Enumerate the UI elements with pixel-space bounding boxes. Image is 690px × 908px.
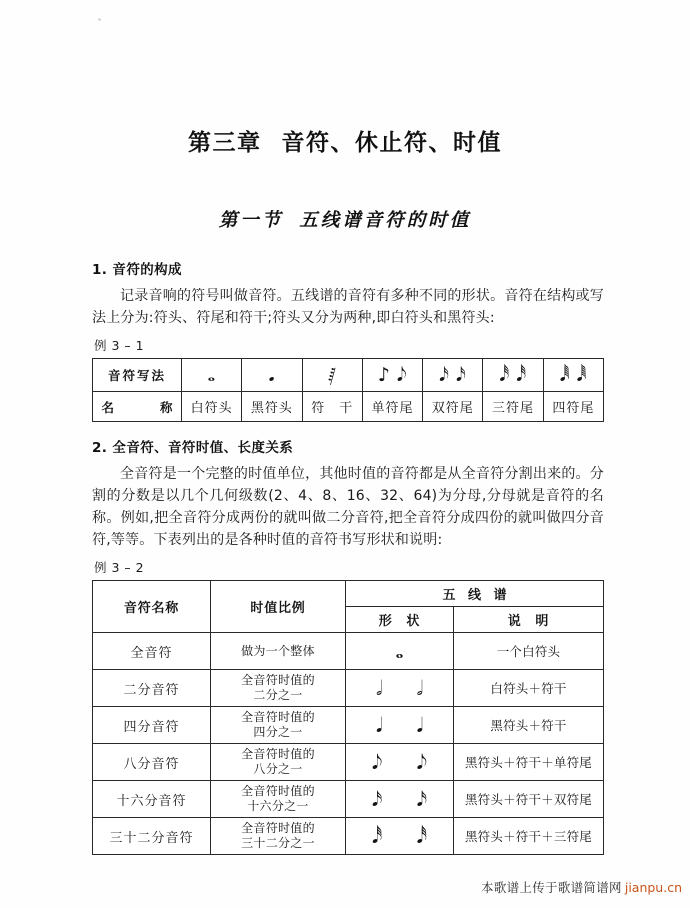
glyph-quadruple-flag: 𝅘𝅥𝅱 𝅘𝅥𝅱 bbox=[543, 359, 603, 392]
cell-value-ratio bbox=[211, 781, 346, 818]
table-row bbox=[93, 670, 604, 707]
header-description: 说 明 bbox=[454, 607, 604, 633]
name-triple-flag: 三符尾 bbox=[483, 392, 543, 422]
table-header-row-1 bbox=[93, 581, 604, 607]
page-content bbox=[92, 258, 604, 855]
glyph-triple-flag: 𝅘𝅥𝅰 𝅘𝅥𝅰 bbox=[483, 359, 543, 392]
name-stem: 符 干 bbox=[302, 392, 362, 422]
watermark-text: 本歌谱上传于歌谱简谱网 bbox=[481, 880, 622, 895]
glyph-double-flag: 𝅘𝅥𝅯 𝅘𝅥𝅯 bbox=[423, 359, 483, 392]
subsection-2-paragraph bbox=[92, 463, 604, 551]
scan-artifact bbox=[98, 18, 101, 21]
cell-value-ratio bbox=[211, 744, 346, 781]
subsection-1-paragraph-text: 记录音响的符号叫做音符。五线谱的音符有多种不同的形状。音符在结构或写法上分为:符头、符尾和符干;符头又分为两种,即白符头和黑符头: bbox=[92, 288, 604, 326]
ratio-line-2: 十六分之一 bbox=[247, 799, 309, 813]
ratio-line-1: 全音符时值的 bbox=[241, 673, 315, 687]
cell-note-name: 二分音符 bbox=[93, 670, 211, 707]
header-staff-notation: 五 线 谱 bbox=[346, 581, 604, 607]
cell-note-name: 八分音符 bbox=[93, 744, 211, 781]
cell-shape: 𝅗𝅥 𝅗𝅥 bbox=[346, 670, 454, 707]
ratio-line-1: 全音符时值的 bbox=[241, 784, 315, 798]
glyph-stem: 𝅁 bbox=[302, 359, 362, 392]
ratio-line-1: 全音符时值的 bbox=[241, 747, 315, 761]
cell-description: 白符头＋符干 bbox=[454, 670, 604, 707]
cell-shape: 𝅘𝅥𝅯 𝅘𝅥𝅯 bbox=[346, 781, 454, 818]
cell-note-name: 十六分音符 bbox=[93, 781, 211, 818]
example-3-2-label: 例 3 – 2 bbox=[94, 560, 145, 575]
row-label-name: 名 称 bbox=[93, 392, 182, 422]
cell-value-ratio bbox=[211, 633, 346, 670]
table-row bbox=[93, 359, 604, 392]
cell-description: 一个白符头 bbox=[454, 633, 604, 670]
name-single-flag: 单符尾 bbox=[362, 392, 422, 422]
note-values-table bbox=[92, 580, 604, 855]
ratio-line-2: 三十二分之一 bbox=[241, 836, 315, 850]
glyph-white-notehead: 𝅝 bbox=[182, 359, 242, 392]
ratio-line-2: 四分之一 bbox=[253, 725, 303, 739]
table-row bbox=[93, 633, 604, 670]
header-note-name: 音符名称 bbox=[93, 581, 211, 633]
glyph-single-flag: ♪ 𝅘𝅥𝅮 bbox=[362, 359, 422, 392]
note-writing-table bbox=[92, 358, 604, 422]
example-3-1-label: 例 3 – 1 bbox=[94, 338, 145, 353]
glyph-black-notehead: 𝅘 bbox=[242, 359, 302, 392]
ratio-line-2: 八分之一 bbox=[253, 762, 303, 776]
ratio-line-1: 全音符时值的 bbox=[241, 710, 315, 724]
cell-shape: 𝅘𝅥𝅰 𝅘𝅥𝅰 bbox=[346, 818, 454, 855]
header-value-ratio: 时值比例 bbox=[211, 581, 346, 633]
cell-description: 黑符头＋符干＋双符尾 bbox=[454, 781, 604, 818]
subsection-1-paragraph bbox=[92, 285, 604, 329]
cell-value-ratio bbox=[211, 818, 346, 855]
cell-description: 黑符头＋符干＋单符尾 bbox=[454, 744, 604, 781]
cell-value-ratio bbox=[211, 707, 346, 744]
chapter-number: 第三章 bbox=[188, 130, 262, 156]
chapter-name: 音符、休止符、时值 bbox=[281, 130, 502, 156]
table-row bbox=[93, 707, 604, 744]
subsection-2-heading: 2. 全音符、音符时值、长度关系 bbox=[92, 440, 294, 456]
cell-shape: 𝅘𝅥𝅮 𝅘𝅥𝅮 bbox=[346, 744, 454, 781]
cell-shape: 𝅘𝅥 𝅘𝅥 bbox=[346, 707, 454, 744]
subsection-2-paragraph-text: 全音符是一个完整的时值单位，其他时值的音符都是从全音符分割出来的。分割的分数是以几个几何级数(2、4、8、16、32、64)为分母,分母就是音符的名称。例如,把全音符分成两份的就叫做二分音符,把全音符分成四份的就叫做四分音符,等等。下表列出的是各种时值的音符书写形状和说明: bbox=[92, 466, 604, 548]
table-row bbox=[93, 744, 604, 781]
name-black-notehead: 黑符头 bbox=[242, 392, 302, 422]
name-double-flag: 双符尾 bbox=[423, 392, 483, 422]
section-title bbox=[0, 206, 690, 232]
section-number: 第一节 bbox=[218, 210, 284, 231]
note-values-table-body bbox=[93, 633, 604, 855]
table-row bbox=[93, 781, 604, 818]
table-row bbox=[93, 392, 604, 422]
row-label-writing: 音符写法 bbox=[93, 359, 182, 392]
chapter-title bbox=[0, 124, 690, 157]
cell-description: 黑符头＋符干 bbox=[454, 707, 604, 744]
ratio-line-1: 全音符时值的 bbox=[241, 821, 315, 835]
cell-note-name: 四分音符 bbox=[93, 707, 211, 744]
ratio-line-2: 二分之一 bbox=[253, 688, 303, 702]
section-name: 五线谱音符的时值 bbox=[299, 210, 472, 231]
cell-value-ratio bbox=[211, 670, 346, 707]
cell-note-name: 全音符 bbox=[93, 633, 211, 670]
ratio-line-1: 做为一个整体 bbox=[241, 643, 315, 658]
table-row bbox=[93, 818, 604, 855]
header-shape: 形 状 bbox=[346, 607, 454, 633]
watermark bbox=[481, 878, 682, 896]
watermark-site: jianpu.cn bbox=[624, 880, 682, 895]
name-quadruple-flag: 四符尾 bbox=[543, 392, 603, 422]
subsection-1-heading: 1. 音符的构成 bbox=[92, 262, 182, 278]
cell-note-name: 三十二分音符 bbox=[93, 818, 211, 855]
cell-description: 黑符头＋符干＋三符尾 bbox=[454, 818, 604, 855]
name-white-notehead: 白符头 bbox=[182, 392, 242, 422]
cell-shape: 𝅝 bbox=[346, 633, 454, 670]
